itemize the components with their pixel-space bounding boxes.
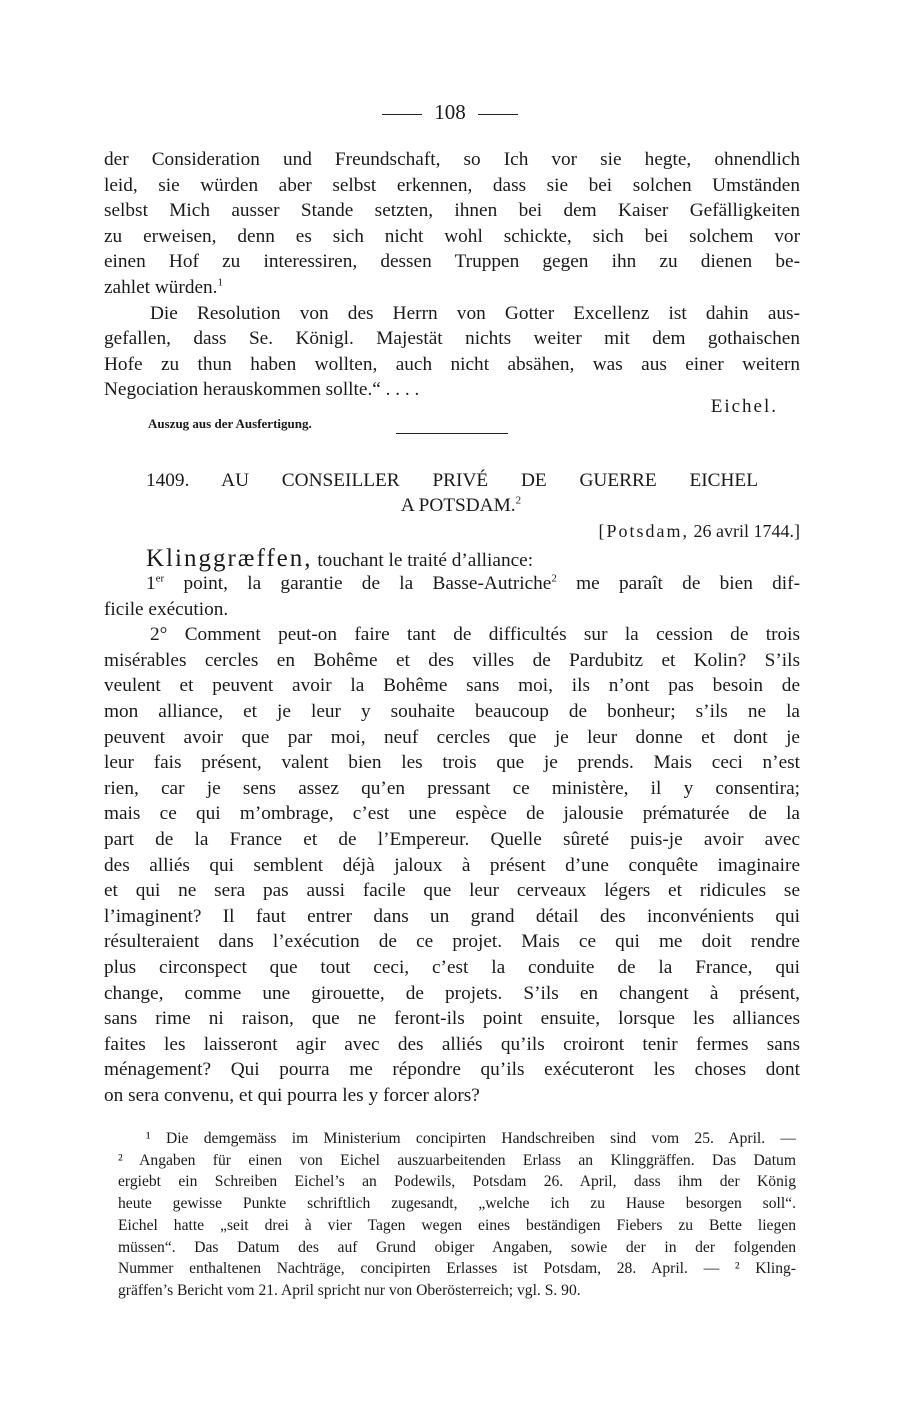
text-line: der Consideration und Freundschaft, so Ich vor sie hegte, ohnendlich [104, 149, 800, 170]
text-line: on sera convenu, et qui pourra les y forcer alors? [104, 1084, 480, 1106]
text-line: einen Hof zu interessiren, dessen Truppen gegen ihn zu dienen be- [104, 251, 800, 273]
dateline [599, 521, 801, 542]
addressee-name: Klinggræffen, [146, 545, 313, 572]
document-title [146, 468, 758, 518]
text-line: misérables cercles en Bohême et des villes de Pardubitz et Kolin? S’ils [104, 649, 800, 671]
text-line: ficile exécution. [104, 598, 229, 620]
text-line: part de la France et de l’Empereur. Quelle sûreté puis-je avoir avec [104, 828, 800, 850]
opening-line: Klinggræffen, touchant le traité d’alliance: [146, 545, 534, 572]
footnote-line: ergiebt ein Schreiben Eichel’s an Podewils, Potsdam 26. April, dass ihm der König [118, 1173, 796, 1191]
text-line: l’imaginent? Il faut entrer dans un grand détail des inconvénients qui [104, 905, 800, 927]
footnote-line: gräffen’s Bericht vom 21. April spricht nur von Oberösterreich; vgl. S. 90. [118, 1281, 581, 1299]
text-line: sans rime ni raison, que ne feront-ils point ensuite, lorsque les alliances [104, 1008, 800, 1030]
date-place: [Potsdam, [598, 521, 690, 541]
footnotes [118, 1128, 796, 1302]
title-line: A POTSDAM.$^2$ [400, 494, 522, 516]
text-line: ménagement? Qui pourra me répondre qu’ils exécuteront les choses dont [104, 1059, 800, 1081]
page-header [0, 100, 900, 125]
text-line: mais ce qui m’ombrage, c’est une espèce de jalousie prématurée de la [104, 803, 800, 825]
text-line: mon alliance, et je leur y souhaite beaucoup de bonheur; s’ils ne la [104, 700, 800, 722]
footnote-line: Nummer enthaltenen Nachträge, concipirten Erlasses ist Potsdam, 28. April. — ² Kling- [118, 1260, 796, 1278]
header-rule-right [478, 114, 518, 115]
text-line: 1er point, la garantie de la Basse-Autriche$^2$ me paraît de bien dif- [146, 572, 800, 594]
footnote-ref: 2 [551, 572, 557, 585]
document-body [104, 571, 800, 1108]
text-line: Hofe zu thun haben wollten, auch nicht absähen, was aus einer weitern [104, 353, 800, 375]
text-line: 2° Comment peut-on faire tant de difficultés sur la cession de trois [150, 624, 800, 646]
footnote-line: heute gewisse Punkte schriftlich zugesandt, „welche ich zu Hause besorgen soll“. [118, 1195, 796, 1213]
text-line: rien, car je sens assez qu’en pressant ce ministère, il y consentira; [104, 777, 800, 799]
letter-continuation [104, 147, 800, 403]
source-note: Auszug aus der Ausfertigung. [148, 416, 312, 431]
text-line: zu erweisen, denn es sich nicht wohl schickte, sich bei solchem vor [104, 225, 800, 247]
text-line: et qui ne sera pas aussi facile que leur cerveaux légers et ridicules se [104, 880, 800, 902]
signature: Eichel. [710, 396, 778, 417]
title-line: 1409. AU CONSEILLER PRIVÉ DE GUERRE EICHEL [146, 470, 758, 491]
text-line: Negociation herauskommen sollte.“ . . . . [104, 379, 420, 401]
text-line: gefallen, dass Se. Königl. Majestät nichts weiter mit dem gothaischen [104, 328, 800, 350]
text-line: des alliés qui semblent déjà jaloux à présent d’une conquête imaginaire [104, 854, 800, 876]
text-line: veulent et peuvent avoir la Bohême sans moi, ils n’ont pas besoin de [104, 675, 800, 697]
text-line: faites les laisseront agir avec des alliés qu’ils croiront tenir fermes sans [104, 1033, 800, 1055]
text-line: peuvent avoir que par moi, neuf cercles que je leur donne et dont je [104, 726, 800, 748]
page-number: 108 [434, 100, 466, 124]
header-rule-left [382, 114, 422, 115]
footnote-ref: 2 [515, 494, 522, 507]
text-line: leid, sie würden aber selbst erkennen, dass sie bei solchen Umständen [104, 174, 800, 196]
footnote-line: müssen“. Das Datum des auf Grund obiger Angaben, sowie der in der folgenden [118, 1238, 796, 1256]
footnote-ref: 1 [217, 276, 223, 289]
text-line: leur fais présent, valent bien les trois que je prends. Mais ceci n’est [104, 752, 800, 774]
text-line: change, comme une girouette, de projets. S’ils en changent à présent, [104, 982, 800, 1004]
section-divider [396, 433, 508, 434]
footnote-line: Eichel hatte „seit drei à vier Tagen wegen eines beständigen Fiebers zu Bette liegen [118, 1216, 796, 1234]
text-line: selbst Mich ausser Stande setzten, ihnen bei dem Kaiser Gefälligkeiten [104, 200, 800, 222]
footnote-line: ² Angaben für einen von Eichel auszuarbeitenden Erlass an Klinggräffen. Das Datum [118, 1151, 796, 1169]
text-line: résulteraient dans l’exécution de ce projet. Mais ce qui me doit rendre [104, 931, 800, 953]
text-line: zahlet würden.$^1$ [104, 276, 223, 298]
footnote-line: ¹ Die demgemäss im Ministerium concipirten Handschreiben sind vom 25. April. — [146, 1130, 796, 1147]
text-line: Die Resolution von des Herrn von Gotter Excellenz ist dahin aus- [150, 302, 800, 324]
date-value: 26 avril 1744.] [693, 521, 800, 541]
text-line: plus circonspect que tout ceci, c’est la conduite de la France, qui [104, 956, 800, 978]
